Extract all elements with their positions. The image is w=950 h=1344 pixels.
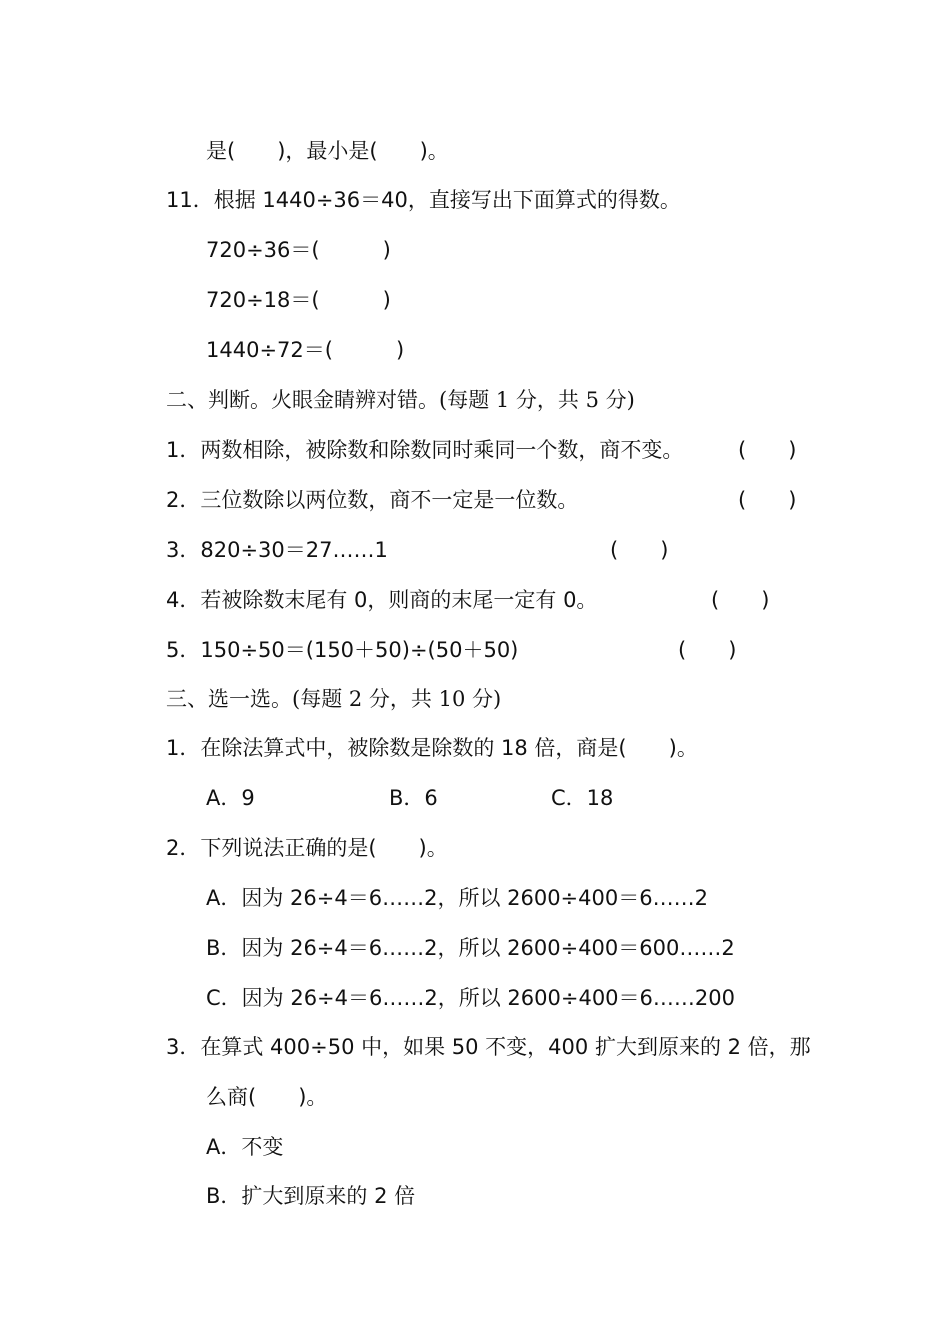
judge-item-3-answer[interactable]: ( )	[610, 538, 669, 562]
choice-q1-stem: 1．在除法算式中，被除数是除数的 18 倍，商是( )。	[166, 736, 698, 760]
judge-item-3-text: 3．820÷30＝27……1	[166, 538, 388, 562]
choice-q3-stem-line1: 3．在算式 400÷50 中，如果 50 不变，400 扩大到原来的 2 倍，那	[166, 1035, 811, 1059]
judge-item-5-text: 5．150÷50＝(150＋50)÷(50＋50)	[166, 638, 519, 662]
carry-over-line: 是( )，最小是( )。	[206, 139, 449, 163]
q11-item-1: 720÷36＝( )	[206, 238, 391, 262]
choice-q1-option-b[interactable]: B．6	[389, 786, 438, 810]
choice-q2-option-c[interactable]: C．因为 26÷4＝6……2，所以 2600÷400＝6……200	[206, 986, 735, 1010]
judge-item-2-answer[interactable]: ( )	[738, 488, 797, 512]
choice-q2-option-b[interactable]: B．因为 26÷4＝6……2，所以 2600÷400＝600……2	[206, 936, 735, 960]
judge-item-2-text: 2．三位数除以两位数，商不一定是一位数。	[166, 488, 579, 512]
choice-q3-option-a[interactable]: A．不变	[206, 1135, 284, 1159]
choice-q3-stem-line2: 么商( )。	[206, 1085, 328, 1109]
section3-heading: 三、选一选。(每题 2 分，共 10 分)	[166, 687, 502, 711]
choice-q3-option-b[interactable]: B．扩大到原来的 2 倍	[206, 1184, 416, 1208]
choice-q1-option-c[interactable]: C．18	[551, 786, 614, 810]
judge-item-1-text: 1．两数相除，被除数和除数同时乘同一个数，商不变。	[166, 438, 684, 462]
q11-item-2: 720÷18＝( )	[206, 288, 391, 312]
q11-item-3: 1440÷72＝( )	[206, 338, 405, 362]
choice-q2-option-a[interactable]: A．因为 26÷4＝6……2，所以 2600÷400＝6……2	[206, 886, 708, 910]
judge-item-1-answer[interactable]: ( )	[738, 438, 797, 462]
judge-item-5-answer[interactable]: ( )	[678, 638, 737, 662]
judge-item-4-text: 4．若被除数末尾有 0，则商的末尾一定有 0。	[166, 588, 598, 612]
choice-q1-option-a[interactable]: A．9	[206, 786, 255, 810]
q11-stem: 11．根据 1440÷36＝40，直接写出下面算式的得数。	[166, 188, 681, 212]
choice-q2-stem: 2．下列说法正确的是( )。	[166, 836, 448, 860]
section2-heading: 二、判断。火眼金睛辨对错。(每题 1 分，共 5 分)	[166, 388, 635, 412]
judge-item-4-answer[interactable]: ( )	[711, 588, 770, 612]
